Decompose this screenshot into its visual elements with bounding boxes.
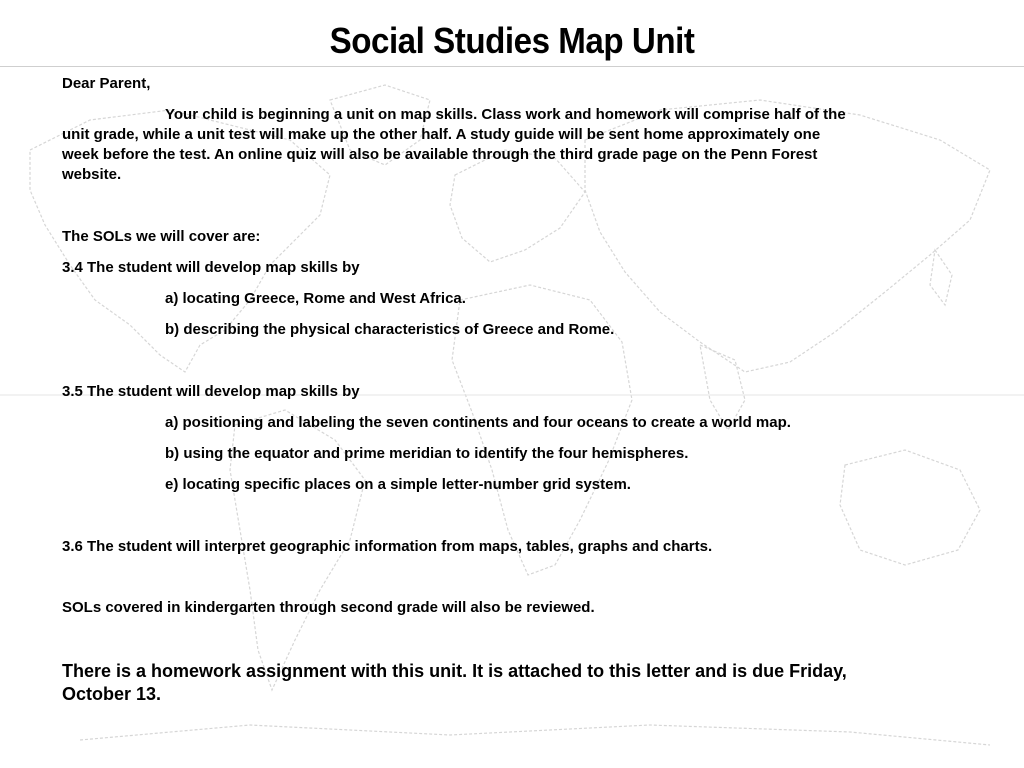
intro-line: website.: [62, 166, 122, 183]
intro-line: week before the test. An online quiz will also be available through the third grade page on the Penn Forest: [62, 146, 818, 163]
sol-3-5-heading: 3.5 The student will develop map skills by: [62, 383, 360, 400]
slide-title: Social Studies Map Unit: [329, 20, 695, 61]
review-note: SOLs covered in kindergarten through second grade will also be reviewed.: [62, 599, 595, 616]
title-divider: [0, 66, 1024, 67]
sol-3-5-item: a) positioning and labeling the seven continents and four oceans to create a world map.: [165, 414, 791, 431]
homework-note-line: October 13.: [62, 684, 162, 704]
sol-3-4-item: a) locating Greece, Rome and West Africa.: [165, 290, 466, 307]
sol-3-5-item: b) using the equator and prime meridian to identify the four hemispheres.: [165, 445, 689, 462]
sol-3-6: 3.6 The student will interpret geographic information from maps, tables, graphs and charts.: [62, 538, 713, 555]
letter-body: [62, 74, 962, 706]
greeting: Dear Parent,: [62, 75, 151, 92]
sol-3-5-item: e) locating specific places on a simple letter-number grid system.: [165, 476, 631, 493]
sol-3-4-heading: 3.4 The student will develop map skills by: [62, 259, 360, 276]
intro-line: unit grade, while a unit test will make up the other half. A study guide will be sent home approximately one: [62, 126, 821, 143]
sol-3-4-item: b) describing the physical characteristics of Greece and Rome.: [165, 321, 615, 338]
sols-heading: The SOLs we will cover are:: [62, 228, 261, 245]
homework-note-line: There is a homework assignment with this unit. It is attached to this letter and is due Friday,: [62, 661, 847, 681]
intro-line: Your child is beginning a unit on map skills. Class work and homework will comprise half of the: [165, 106, 846, 123]
